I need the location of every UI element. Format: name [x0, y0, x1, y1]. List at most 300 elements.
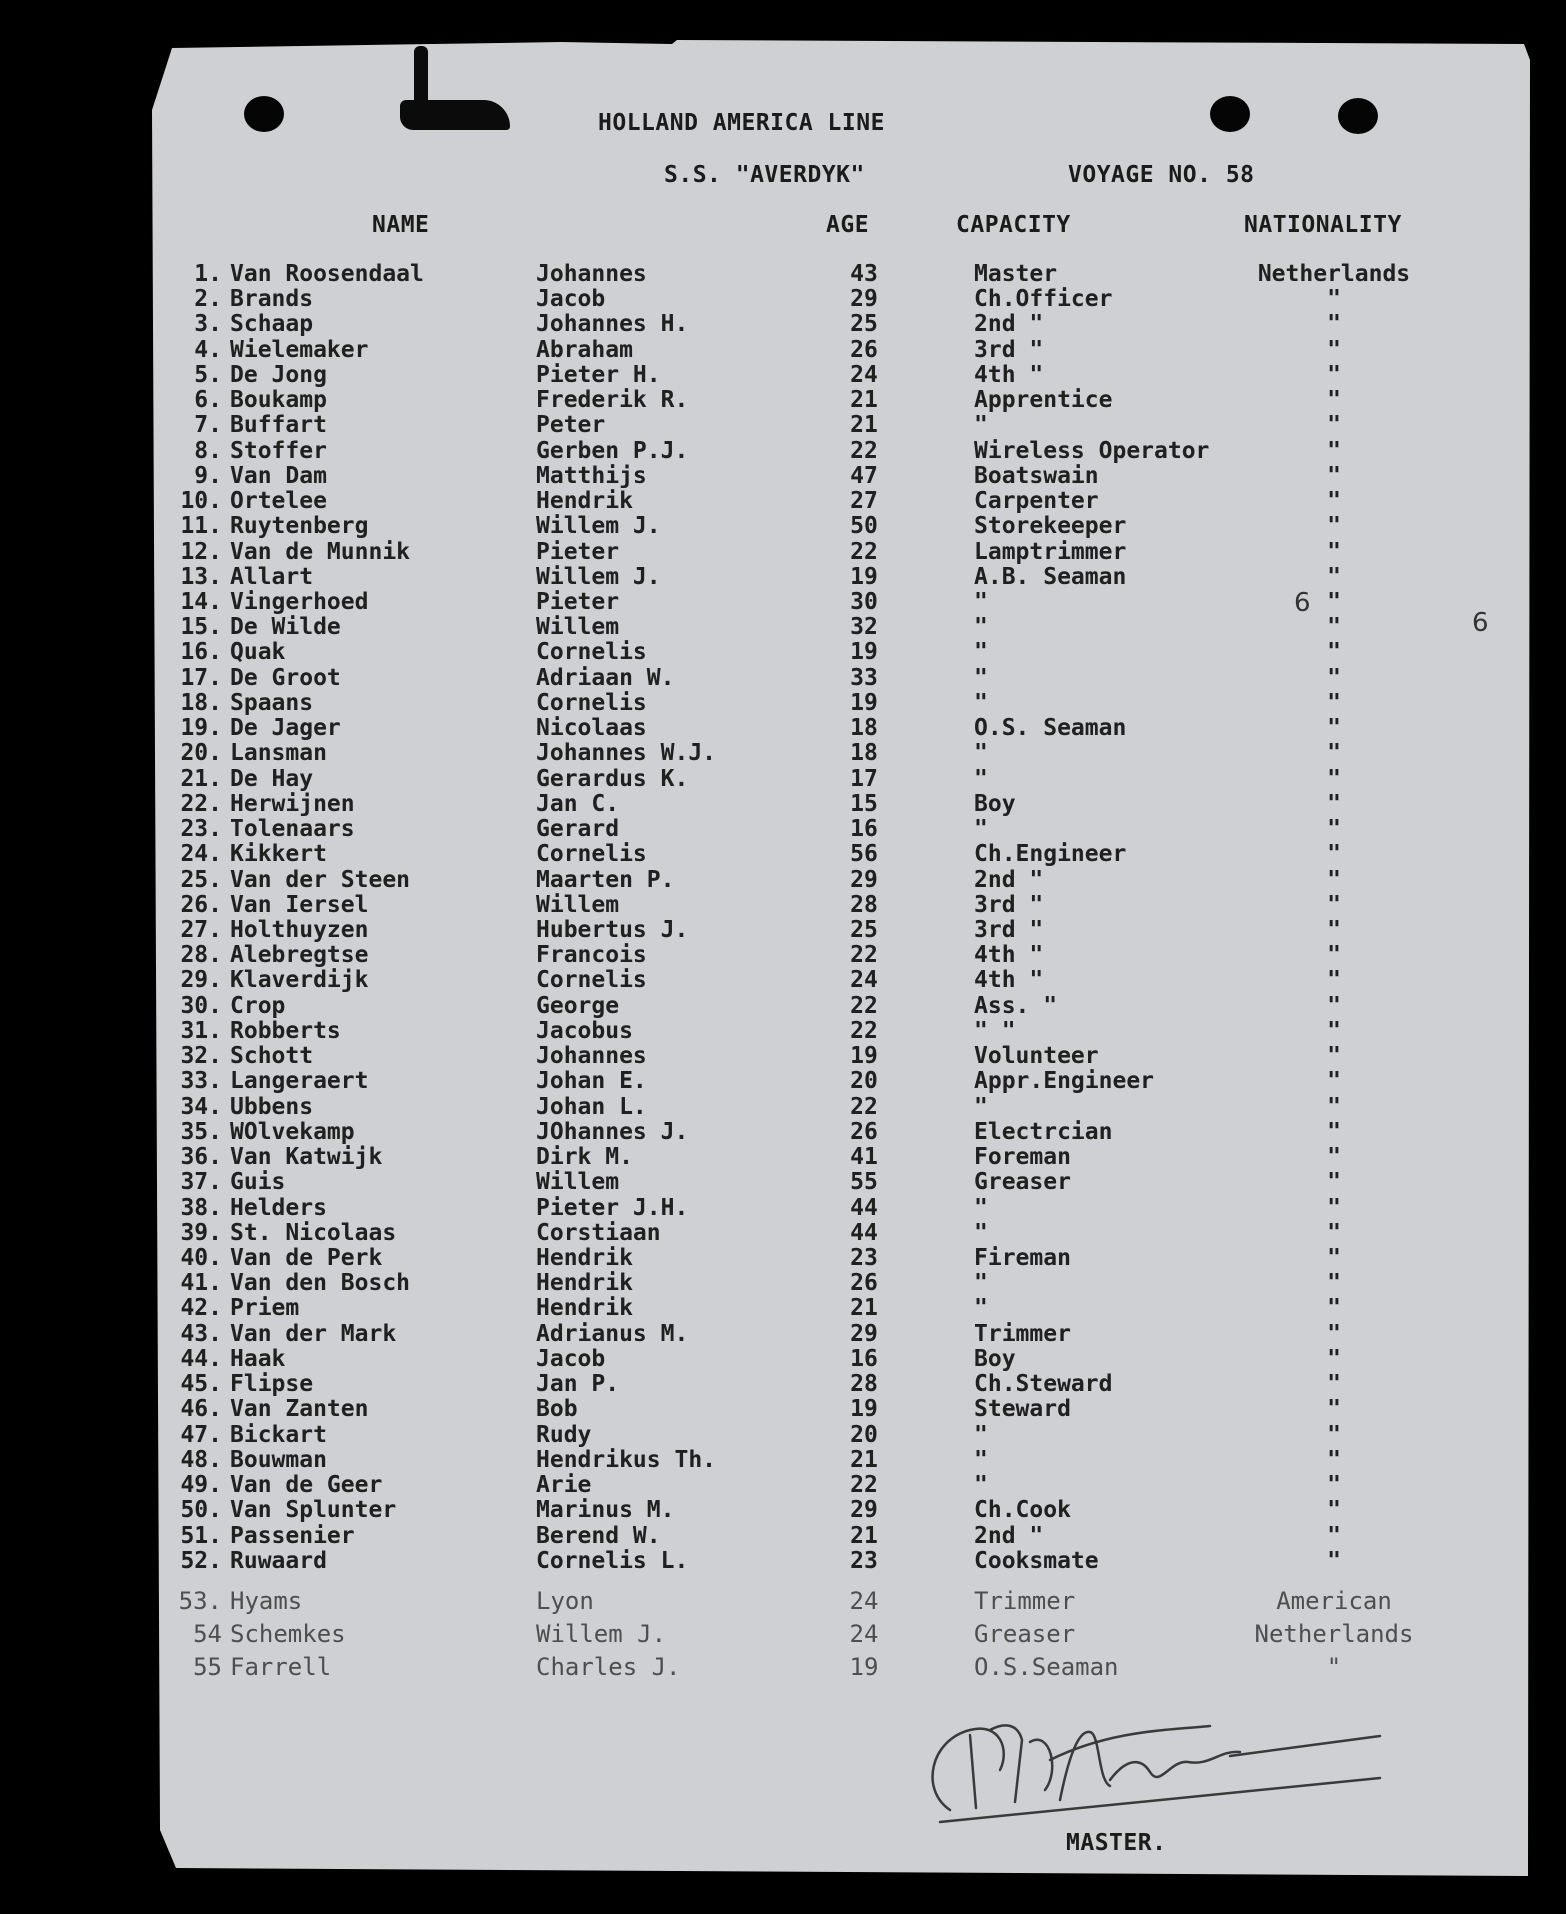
row-number: 49.	[180, 1472, 222, 1499]
crew-given-name: Pieter	[536, 538, 620, 565]
crew-surname: Guis	[230, 1169, 286, 1196]
punch-hole	[1338, 98, 1378, 134]
crew-nationality: Netherlands	[1254, 1620, 1414, 1648]
row-number: 45.	[180, 1371, 222, 1398]
voyage-number: VOYAGE NO. 58	[1068, 162, 1255, 188]
row-number: 54	[193, 1620, 222, 1648]
row-number: 9.	[194, 462, 222, 489]
crew-nationality: "	[1327, 1169, 1341, 1196]
crew-nationality: "	[1327, 1472, 1341, 1499]
crew-age: 21	[850, 412, 878, 439]
crew-given-name: Hendrikus Th.	[536, 1446, 717, 1473]
crew-capacity: "	[974, 614, 988, 641]
crew-capacity: "	[974, 1446, 988, 1473]
crew-surname: Farrell	[230, 1653, 332, 1681]
crew-surname: Van Katwijk	[230, 1144, 383, 1171]
row-number: 46.	[180, 1396, 222, 1423]
crew-capacity: "	[974, 412, 988, 439]
master-signature	[910, 1690, 1390, 1830]
crew-capacity: A.B. Seaman	[974, 563, 1127, 590]
crew-surname: Allart	[230, 563, 314, 590]
row-number: 5.	[194, 361, 222, 388]
crew-surname: Van de Munnik	[230, 538, 411, 565]
crew-row	[0, 1271, 1566, 1296]
row-number: 41.	[180, 1270, 222, 1297]
crew-given-name: Gerben P.J.	[536, 437, 689, 464]
crew-surname: Schaap	[230, 311, 314, 338]
crew-age: 24	[849, 1620, 879, 1648]
crew-row	[0, 1044, 1566, 1069]
crew-surname: Helders	[230, 1194, 327, 1221]
crew-row	[0, 1322, 1566, 1347]
crew-age: 30	[850, 588, 878, 615]
crew-capacity: Storekeeper	[974, 513, 1127, 540]
crew-given-name: JOhannes J.	[536, 1118, 689, 1145]
crew-nationality: "	[1327, 1345, 1341, 1372]
crew-surname: Passenier	[230, 1522, 355, 1549]
crew-age: 29	[850, 286, 878, 313]
row-number: 25.	[180, 866, 222, 893]
crew-nationality: "	[1327, 992, 1341, 1019]
crew-row	[0, 489, 1566, 514]
row-number: 36.	[180, 1144, 222, 1171]
crew-nationality: "	[1327, 841, 1341, 868]
crew-age: 24	[850, 967, 878, 994]
crew-nationality: "	[1327, 1547, 1341, 1574]
crew-nationality: "	[1327, 563, 1341, 590]
crew-nationality: "	[1327, 639, 1341, 666]
crew-surname: De Groot	[230, 664, 341, 691]
crew-nationality: "	[1327, 311, 1341, 338]
crew-row	[0, 514, 1566, 539]
crew-capacity: "	[974, 1421, 988, 1448]
crew-given-name: Abraham	[536, 336, 633, 363]
crew-age: 16	[850, 1345, 878, 1372]
crew-row	[0, 943, 1566, 968]
crew-age: 18	[850, 715, 878, 742]
crew-capacity: "	[974, 740, 988, 767]
crew-nationality: "	[1327, 1497, 1341, 1524]
crew-nationality: "	[1327, 1194, 1341, 1221]
column-header-name: NAME	[372, 212, 430, 238]
crew-surname: St. Nicolaas	[230, 1219, 397, 1246]
crew-surname: Van Iersel	[230, 891, 369, 918]
crew-surname: Langeraert	[230, 1068, 369, 1095]
crew-nationality: "	[1327, 513, 1341, 540]
row-number: 4.	[194, 336, 222, 363]
crew-given-name: Matthijs	[536, 462, 647, 489]
crew-given-name: Hendrik	[536, 1244, 633, 1271]
crew-nationality: "	[1327, 765, 1341, 792]
crew-capacity: Lamptrimmer	[974, 538, 1127, 565]
crew-nationality: "	[1327, 1421, 1341, 1448]
crew-capacity: Ch.Steward	[974, 1371, 1113, 1398]
crew-given-name: Willem	[536, 1169, 620, 1196]
crew-capacity: O.S.Seaman	[974, 1653, 1119, 1681]
crew-surname: Van den Bosch	[230, 1270, 411, 1297]
row-number: 35.	[180, 1118, 222, 1145]
crew-given-name: Gerard	[536, 816, 620, 843]
row-number: 34.	[180, 1093, 222, 1120]
row-number: 29.	[180, 967, 222, 994]
handwritten-row	[0, 1589, 1566, 1614]
crew-capacity: "	[974, 588, 988, 615]
crew-row	[0, 868, 1566, 893]
crew-nationality: "	[1327, 866, 1341, 893]
crew-age: 41	[850, 1144, 878, 1171]
crew-capacity: Carpenter	[974, 488, 1099, 515]
crew-given-name: Peter	[536, 412, 606, 439]
crew-row	[0, 590, 1566, 615]
crew-age: 29	[850, 1320, 878, 1347]
column-header-capacity: CAPACITY	[956, 212, 1071, 238]
crew-capacity: "	[974, 689, 988, 716]
crew-given-name: Cornelis	[536, 689, 647, 716]
punch-hole	[1210, 96, 1250, 132]
crew-nationality: "	[1327, 816, 1341, 843]
crew-age: 21	[850, 1446, 878, 1473]
crew-given-name: Pieter J.H.	[536, 1194, 689, 1221]
crew-surname: Van der Mark	[230, 1320, 397, 1347]
crew-age: 19	[849, 1653, 879, 1681]
crew-row	[0, 615, 1566, 640]
crew-age: 27	[850, 488, 878, 515]
crew-age: 26	[850, 336, 878, 363]
crew-surname: Spaans	[230, 689, 314, 716]
crew-row	[0, 287, 1566, 312]
crew-surname: Ruwaard	[230, 1547, 327, 1574]
crew-nationality: "	[1327, 715, 1341, 742]
crew-row	[0, 1120, 1566, 1145]
crew-given-name: Gerardus K.	[536, 765, 689, 792]
crew-capacity: Wireless Operator	[974, 437, 1210, 464]
crew-given-name: Arie	[536, 1472, 592, 1499]
crew-row	[0, 439, 1566, 464]
crew-given-name: Pieter H.	[536, 361, 661, 388]
crew-capacity: O.S. Seaman	[974, 715, 1127, 742]
crew-nationality: "	[1327, 1068, 1341, 1095]
crew-row	[0, 691, 1566, 716]
row-number: 55	[193, 1653, 222, 1681]
row-number: 32.	[180, 1043, 222, 1070]
crew-given-name: Johannes	[536, 261, 647, 287]
crew-nationality: "	[1327, 614, 1341, 641]
crew-age: 21	[850, 1522, 878, 1549]
crew-age: 26	[850, 1270, 878, 1297]
crew-capacity: 2nd "	[974, 311, 1044, 338]
crew-age: 28	[850, 1371, 878, 1398]
row-number: 43.	[180, 1320, 222, 1347]
crew-nationality: "	[1327, 437, 1341, 464]
crew-row	[0, 716, 1566, 741]
crew-nationality: "	[1327, 740, 1341, 767]
row-number: 19.	[180, 715, 222, 742]
row-number: 3.	[194, 311, 222, 338]
crew-age: 47	[850, 462, 878, 489]
row-number: 1.	[194, 261, 222, 287]
crew-row	[0, 1448, 1566, 1473]
crew-surname: Van der Steen	[230, 866, 411, 893]
crew-surname: Quak	[230, 639, 286, 666]
crew-surname: Priem	[230, 1295, 300, 1322]
crew-surname: Buffart	[230, 412, 327, 439]
crew-given-name: Johannes H.	[536, 311, 689, 338]
crew-surname: Schott	[230, 1043, 314, 1070]
crew-capacity: 4th "	[974, 942, 1044, 969]
crew-age: 28	[850, 891, 878, 918]
crew-age: 19	[850, 689, 878, 716]
crew-capacity: 3rd "	[974, 336, 1044, 363]
crew-age: 29	[850, 1497, 878, 1524]
crew-age: 24	[850, 361, 878, 388]
crew-age: 25	[850, 916, 878, 943]
column-header-age: AGE	[826, 212, 870, 238]
crew-surname: Van Zanten	[230, 1396, 369, 1423]
handwritten-row	[0, 1655, 1566, 1680]
crew-capacity: Fireman	[974, 1244, 1071, 1271]
crew-given-name: Marinus M.	[536, 1497, 675, 1524]
row-number: 47.	[180, 1421, 222, 1448]
crew-surname: Schemkes	[230, 1620, 346, 1648]
crew-age: 56	[850, 841, 878, 868]
row-number: 6.	[194, 387, 222, 414]
crew-age: 21	[850, 1295, 878, 1322]
row-number: 12.	[180, 538, 222, 565]
crew-capacity: Master	[974, 261, 1058, 287]
crew-capacity: Ass. "	[974, 992, 1058, 1019]
handwritten-row	[0, 1622, 1566, 1647]
master-label: MASTER.	[1066, 1830, 1167, 1856]
crew-capacity: Foreman	[974, 1144, 1071, 1171]
crew-surname: Vingerhoed	[230, 588, 369, 615]
crew-given-name: Lyon	[536, 1587, 594, 1615]
crew-given-name: Dirk M.	[536, 1144, 633, 1171]
crew-surname: Stoffer	[230, 437, 327, 464]
row-number: 23.	[180, 816, 222, 843]
row-number: 37.	[180, 1169, 222, 1196]
crew-surname: Ubbens	[230, 1093, 314, 1120]
crew-age: 15	[850, 790, 878, 817]
crew-age: 43	[850, 261, 878, 287]
crew-surname: Herwijnen	[230, 790, 355, 817]
crew-row	[0, 1397, 1566, 1422]
crew-surname: De Wilde	[230, 614, 341, 641]
crew-capacity: Steward	[974, 1396, 1071, 1423]
crew-age: 22	[850, 942, 878, 969]
crew-given-name: Hendrik	[536, 1270, 633, 1297]
crew-age: 44	[850, 1219, 878, 1246]
crew-nationality: "	[1327, 361, 1341, 388]
crew-nationality: "	[1327, 1446, 1341, 1473]
crew-capacity: "	[974, 664, 988, 691]
crew-row	[0, 1221, 1566, 1246]
crew-row	[0, 262, 1566, 287]
crew-given-name: Pieter	[536, 588, 620, 615]
crew-age: 26	[850, 1118, 878, 1145]
crew-capacity: Electrcian	[974, 1118, 1113, 1145]
crew-nationality: "	[1327, 1320, 1341, 1347]
crew-nationality: "	[1327, 967, 1341, 994]
crew-age: 22	[850, 437, 878, 464]
crew-capacity: 3rd "	[974, 916, 1044, 943]
crew-age: 22	[850, 1017, 878, 1044]
crew-age: 25	[850, 311, 878, 338]
crew-surname: Robberts	[230, 1017, 341, 1044]
crew-surname: Haak	[230, 1345, 286, 1372]
crew-row	[0, 1095, 1566, 1120]
row-number: 20.	[180, 740, 222, 767]
crew-surname: Ortelee	[230, 488, 327, 515]
crew-age: 19	[850, 639, 878, 666]
crew-given-name: Frederik R.	[536, 387, 689, 414]
crew-surname: Bouwman	[230, 1446, 327, 1473]
crew-capacity: 4th "	[974, 967, 1044, 994]
crew-age: 23	[850, 1244, 878, 1271]
crew-row	[0, 767, 1566, 792]
crew-surname: WOlvekamp	[230, 1118, 355, 1145]
crew-given-name: Francois	[536, 942, 647, 969]
crew-age: 23	[850, 1547, 878, 1574]
crew-given-name: Johannes W.J.	[536, 740, 717, 767]
crew-nationality: "	[1327, 1244, 1341, 1271]
crew-row	[0, 1423, 1566, 1448]
row-number: 50.	[180, 1497, 222, 1524]
crew-nationality: "	[1327, 1043, 1341, 1070]
crew-capacity: "	[974, 1295, 988, 1322]
margin-mark: 6	[1294, 588, 1311, 618]
crew-age: 19	[850, 1396, 878, 1423]
crew-nationality: "	[1327, 790, 1341, 817]
crew-row	[0, 1347, 1566, 1372]
crew-row	[0, 338, 1566, 363]
crew-row	[0, 1372, 1566, 1397]
crew-nationality: "	[1327, 1118, 1341, 1145]
crew-row	[0, 918, 1566, 943]
row-number: 38.	[180, 1194, 222, 1221]
crew-age: 20	[850, 1421, 878, 1448]
crew-nationality: "	[1327, 1396, 1341, 1423]
crew-nationality: "	[1327, 689, 1341, 716]
crew-nationality: "	[1327, 462, 1341, 489]
crew-nationality: "	[1327, 891, 1341, 918]
crew-row	[0, 968, 1566, 993]
row-number: 48.	[180, 1446, 222, 1473]
crew-capacity: "	[974, 1270, 988, 1297]
crew-age: 19	[850, 563, 878, 590]
crew-given-name: Rudy	[536, 1421, 592, 1448]
crew-surname: Van de Perk	[230, 1244, 383, 1271]
crew-row	[0, 640, 1566, 665]
crew-given-name: Willem J.	[536, 1620, 667, 1648]
row-number: 11.	[180, 513, 222, 540]
crew-nationality: "	[1327, 1270, 1341, 1297]
crew-age: 18	[850, 740, 878, 767]
crew-surname: Alebregtse	[230, 942, 369, 969]
crew-surname: Flipse	[230, 1371, 314, 1398]
crew-row	[0, 792, 1566, 817]
crew-surname: Hyams	[230, 1587, 303, 1615]
crew-age: 20	[850, 1068, 878, 1095]
crew-row	[0, 1196, 1566, 1221]
row-number: 31.	[180, 1017, 222, 1044]
crew-age: 22	[850, 1472, 878, 1499]
crew-capacity: "	[974, 639, 988, 666]
crew-surname: Brands	[230, 286, 314, 313]
crew-given-name: Willem J.	[536, 513, 661, 540]
crew-nationality: "	[1327, 664, 1341, 691]
crew-row	[0, 1170, 1566, 1195]
crew-nationality: "	[1327, 1219, 1341, 1246]
crew-capacity: Cooksmate	[974, 1547, 1099, 1574]
crew-surname: Van de Geer	[230, 1472, 383, 1499]
crew-surname: Van Splunter	[230, 1497, 397, 1524]
row-number: 51.	[180, 1522, 222, 1549]
crew-capacity: Ch.Cook	[974, 1497, 1071, 1524]
crew-capacity: Volunteer	[974, 1043, 1099, 1070]
crew-capacity: Boatswain	[974, 462, 1099, 489]
crew-row	[0, 312, 1566, 337]
crew-row	[0, 540, 1566, 565]
row-number: 22.	[180, 790, 222, 817]
crew-surname: Wielemaker	[230, 336, 369, 363]
crew-row	[0, 1524, 1566, 1549]
crew-row	[0, 741, 1566, 766]
row-number: 42.	[180, 1295, 222, 1322]
crew-given-name: Johan E.	[536, 1068, 647, 1095]
crew-age: 32	[850, 614, 878, 641]
crew-row	[0, 1019, 1566, 1044]
crew-surname: Boukamp	[230, 387, 327, 414]
crew-row	[0, 817, 1566, 842]
crew-row	[0, 666, 1566, 691]
crew-nationality: "	[1327, 942, 1341, 969]
crew-given-name: Corstiaan	[536, 1219, 661, 1246]
crew-capacity: Ch.Officer	[974, 286, 1113, 313]
crew-given-name: Willem	[536, 891, 620, 918]
crew-age: 22	[850, 992, 878, 1019]
crew-given-name: Hubertus J.	[536, 916, 689, 943]
crew-given-name: Johannes	[536, 1043, 647, 1070]
crew-surname: Van Roosendaal	[230, 261, 424, 287]
row-number: 16.	[180, 639, 222, 666]
row-number: 8.	[194, 437, 222, 464]
crew-nationality: "	[1327, 916, 1341, 943]
crew-age: 19	[850, 1043, 878, 1070]
crew-capacity: Boy	[974, 1345, 1016, 1372]
crew-capacity: 3rd "	[974, 891, 1044, 918]
crew-row	[0, 413, 1566, 438]
crew-capacity: 4th "	[974, 361, 1044, 388]
crew-given-name: Nicolaas	[536, 715, 647, 742]
crew-row	[0, 1145, 1566, 1170]
crew-capacity: Trimmer	[974, 1320, 1071, 1347]
crew-nationality: "	[1327, 588, 1341, 615]
crew-surname: Crop	[230, 992, 286, 1019]
crew-given-name: Charles J.	[536, 1653, 681, 1681]
crew-row	[0, 1498, 1566, 1523]
crew-row	[0, 388, 1566, 413]
crew-surname: Tolenaars	[230, 816, 355, 843]
crew-capacity: "	[974, 765, 988, 792]
crew-capacity: Appr.Engineer	[974, 1068, 1155, 1095]
row-number: 10.	[180, 488, 222, 515]
crew-surname: De Jong	[230, 361, 327, 388]
crew-capacity: " "	[974, 1017, 1016, 1044]
crew-given-name: Jacobus	[536, 1017, 633, 1044]
crew-capacity: "	[974, 1472, 988, 1499]
crew-given-name: Willem J.	[536, 563, 661, 590]
crew-nationality: "	[1327, 1093, 1341, 1120]
